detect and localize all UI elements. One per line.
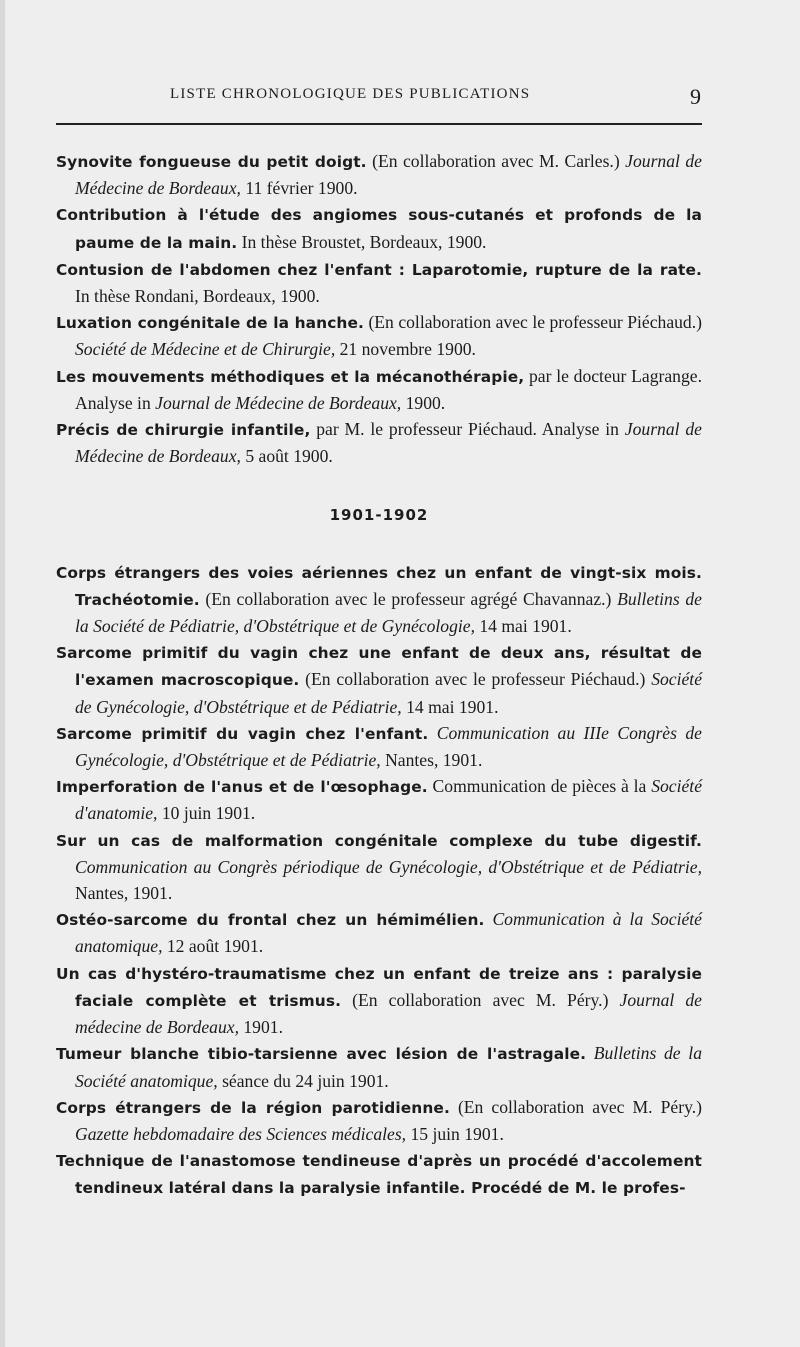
entry-text: par le docteur Lagrange. Analyse in [75,365,702,413]
entry-date: Nantes, 1901. [75,883,173,904]
section-heading: 1901-1902 [329,506,429,525]
publication-list [56,148,702,1202]
entry-source: Communication au Congrès périodique de Gynécologie, d'Obstétrique et de Pédiatrie, [75,856,702,877]
entry-title: Ostéo-sarcome du frontal chez un hémimélien. [56,911,485,930]
entry-date: séance du 24 juin 1901. [217,1070,389,1091]
entry-title: Tumeur blanche tibio-tarsienne avec lésion de l'astragale. [56,1045,587,1064]
entry-title: Sarcome primitif du vagin chez une enfant de deux ans, résultat de l'examen macroscopique. [56,644,702,690]
running-head: LISTE CHRONOLOGIQUE DES PUBLICATIONS [170,86,531,102]
entry-text: Communication de pièces à la [427,776,652,797]
entry-source: Bulletins de la Société anatomique, [75,1043,702,1091]
publication-entry [56,906,702,959]
entry-source: Société d'anatomie, [75,776,702,824]
entry-date: 12 août 1901. [162,936,264,957]
entry-date: 11 février 1900. [240,178,358,199]
entry-title: Synovite fongueuse du petit doigt. [56,153,367,171]
publication-entry [56,363,702,416]
entry-text: (En collaboration avec M. Carles.) [366,151,626,171]
header-rule [56,123,702,125]
publication-entry [56,720,702,773]
entry-title: Technique de l'anastomose tendineuse d'après un procédé d'accolement tendineux latéral dans la paralysie infantile. Procédé de M. le profes- [56,1152,702,1198]
entry-date: 14 mai 1901. [401,696,499,717]
entry-date: Nantes, 1901. [380,750,483,771]
publication-entry [56,256,702,309]
entry-title: Précis de chirurgie infantile, [56,421,311,440]
entry-title: Luxation congénitale de la hanche. [56,314,364,333]
publication-entry [56,416,702,469]
publication-entry [56,639,702,720]
entry-date: 21 novembre 1900. [335,339,476,360]
entry-title: Contribution à l'étude des angiomes sous-cutanés et profonds de la paume de la main. [56,206,702,252]
entry-text: (En collaboration avec le professeur Piéchaud.) [363,312,702,333]
entry-source: Journal de médecine de Bordeaux, [75,989,702,1038]
entry-date: 5 août 1900. [240,446,333,467]
entry-text: (En collaboration avec M. Péry.) [449,1096,702,1117]
entry-text: In thèse Broustet, Bordeaux, 1900. [237,231,487,252]
entry-title: Corps étrangers des voies aériennes chez un enfant de vingt-six mois. Trachéotomie. [56,563,702,609]
entry-source: Gazette hebdomadaire des Sciences médicales, [75,1123,407,1144]
page-edge [0,0,5,1347]
entry-date: 1900. [401,392,446,413]
entry-title: Corps étrangers de la région parotidienne. [56,1098,450,1117]
publication-entry [56,309,702,362]
entry-source: Société de Gynécologie, d'Obstétrique et de Pédiatrie, [75,669,702,717]
entry-date: 14 mai 1901. [474,616,572,637]
publication-entry [56,960,702,1041]
entry-title: Sur un cas de malformation congénitale complexe du tube digestif. [56,831,702,850]
entry-text: (En collaboration avec M. Péry.) [341,989,620,1010]
entry-source: Journal de Médecine de Bordeaux, [75,419,702,467]
entries-1901 [56,559,702,1202]
entry-title: Imperforation de l'anus et de l'œsophage. [56,778,428,797]
entry-text: In thèse Rondani, Bordeaux, 1900. [75,286,320,307]
entry-source: Société de Médecine et de Chirurgie, [75,339,336,360]
publication-entry [56,1147,702,1201]
publication-entry [56,827,702,907]
publication-entry [56,201,702,255]
entry-text [428,723,436,743]
entry-source: Journal de Médecine de Bordeaux, [155,392,402,413]
entry-title: Contusion de l'abdomen chez l'enfant : Laparotomie, rupture de la rate. [56,260,702,279]
entry-source: Journal de Médecine de Bordeaux, [75,151,702,199]
entry-text [586,1043,594,1063]
publication-entry [56,148,702,201]
publication-entry [56,559,702,640]
page-number: 9 [690,84,701,109]
entries-1900 [56,148,702,469]
publication-entry [56,1040,702,1093]
entry-title: Un cas d'hystéro-traumatisme chez un enfant de treize ans : paralysie faciale complète et trismus. [56,964,702,1010]
entry-source: Bulletins de la Société de Pédiatrie, d'Obstétrique et de Gynécologie, [75,588,702,637]
entry-text: par M. le professeur Piéchaud. Analyse in [310,419,625,440]
entry-source: Communication à la Société anatomique, [75,909,702,957]
entry-date: 15 juin 1901. [406,1123,504,1144]
entry-title: Les mouvements méthodiques et la mécanothérapie, [56,367,525,386]
entry-date: 1901. [238,1017,283,1038]
entry-source: Communication au IIIe Congrès de Gynécologie, d'Obstétrique et de Pédiatrie, [75,722,702,771]
publication-entry [56,773,702,826]
publication-entry [56,1094,702,1147]
entry-title: Sarcome primitif du vagin chez l'enfant. [56,724,429,743]
entry-text: (En collaboration avec le professeur Piéchaud.) [299,669,652,690]
entry-date: 10 juin 1901. [157,803,256,824]
entry-text: (En collaboration avec le professeur agrégé Chavannaz.) [199,588,618,609]
